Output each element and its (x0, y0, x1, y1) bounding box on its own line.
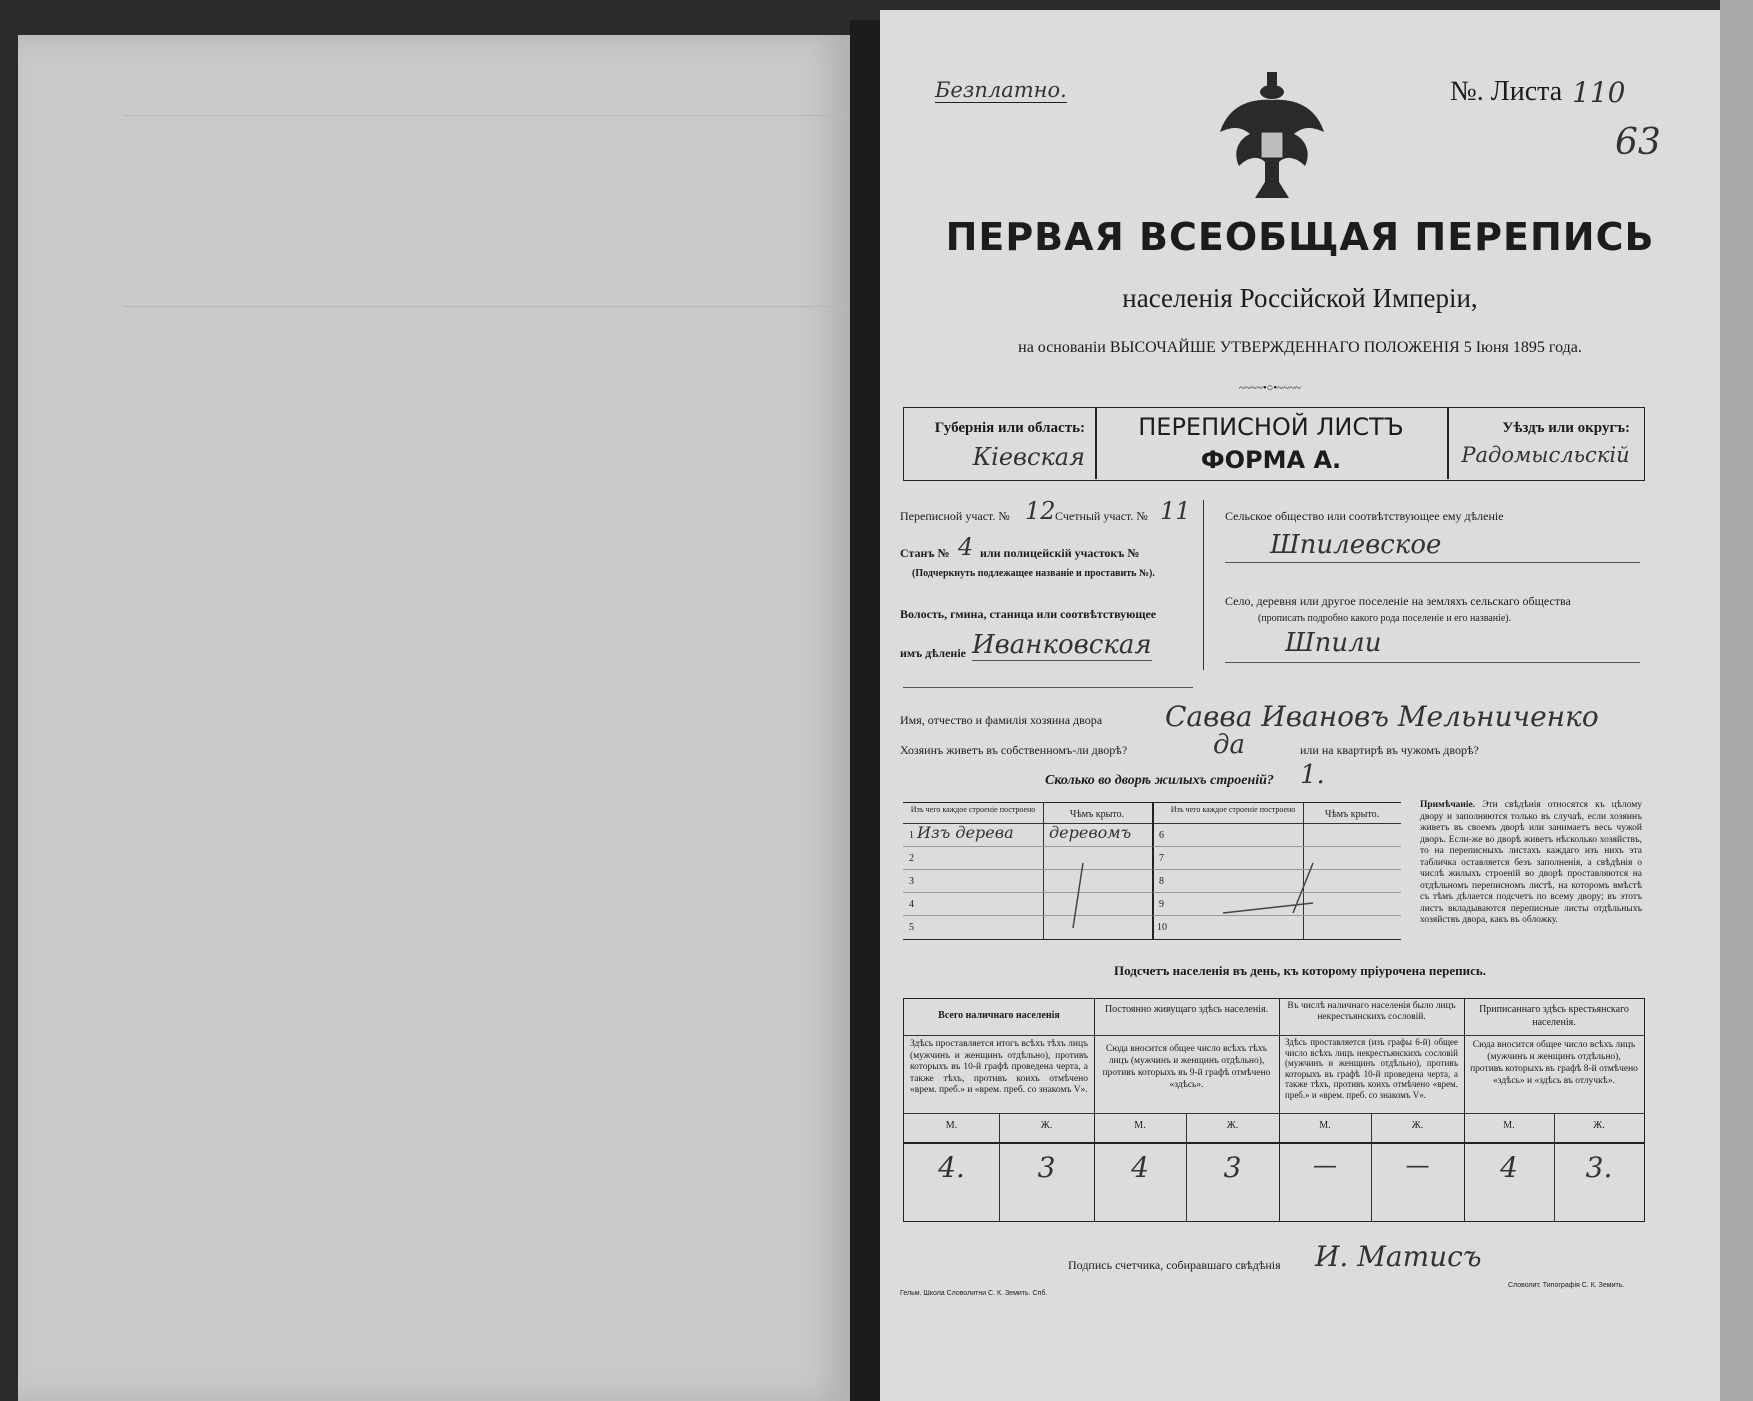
buildings-count-value: 1. (1300, 760, 1325, 790)
strike-through-marks (963, 843, 1363, 933)
volost-value: Иванковская (972, 630, 1152, 660)
footer-left: Гельм. Школа Словолитни С. К. Земить. Спб. (900, 1290, 1048, 1297)
col-material-header-2: Изъ чего каждое строеніе построено (1170, 805, 1296, 814)
society-underline (1225, 562, 1640, 563)
left-page (18, 35, 850, 1401)
title-ornament: ~~~~•○•~~~~ (1239, 382, 1301, 394)
summary-table (903, 998, 1645, 1222)
total-male: 4. (938, 1151, 965, 1184)
form-basis-line: на основаніи ВЫСОЧАЙШЕ УТВЕРЖДЕННАГО ПОЛОЖЕНІЯ 5 Іюня 1895 года. (1018, 339, 1582, 356)
census-section-value: 12 (1025, 497, 1056, 525)
building-row: 7 (1153, 846, 1401, 870)
free-label: Безплатно. (935, 78, 1067, 102)
society-value: Шпилевское (1270, 530, 1442, 560)
signature-value: И. Матисъ (1315, 1240, 1482, 1273)
stan-value: 4 (958, 533, 974, 561)
buildings-note (1420, 800, 1642, 927)
owner-name-label: Имя, отчество и фамилія хозяина двора (900, 713, 1103, 727)
col-material-header: Изъ чего каждое строеніе построено (910, 805, 1036, 814)
form-main-title: ПЕРВАЯ ВСЕОБЩАЯ ПЕРЕПИСЬ (945, 215, 1655, 259)
building-row: 5 (909, 922, 914, 933)
building-material: Изъ дерева (917, 823, 1014, 842)
village-label: Село, деревня или другое поселеніе на земляхъ сельскаго общества (1225, 594, 1571, 608)
book-gutter (850, 20, 880, 1401)
police-label: или полицейскій участокъ № (980, 546, 1140, 560)
building-row: 4 (903, 892, 1152, 916)
total-female: 3 (1037, 1151, 1056, 1184)
gubernia-value: Кіевская (972, 443, 1085, 471)
owner-lives-label-2: или на квартирѣ въ чужомъ дворѣ? (1300, 743, 1479, 757)
col-roof-header-2: Чѣмъ крыто. (1324, 809, 1380, 820)
gubernia-label: Губернія или область: (934, 420, 1085, 436)
stan-label: Станъ № (900, 546, 950, 560)
building-row: 9 (1153, 892, 1401, 916)
double-headed-eagle-emblem (1215, 70, 1330, 205)
uezd-value: Радомысльскій (1461, 443, 1630, 467)
volost-underline (903, 687, 1193, 688)
non-peasant-male: — (1313, 1151, 1337, 1179)
sheet-number-alt: 63 (1615, 122, 1661, 163)
form-type-title: ФОРМА А. (1200, 446, 1342, 474)
col-roof-header: Чѣмъ крыто. (1069, 809, 1125, 820)
building-row: 1 Изъ дерева деревомъ (903, 823, 1152, 847)
non-peasant-female: — (1405, 1151, 1430, 1179)
building-row: 2 (903, 846, 1152, 870)
summary-heading: Подсчетъ населенія въ день, къ которому пріурочена перепись. (1114, 963, 1486, 978)
building-roof: деревомъ (1049, 823, 1132, 842)
form-subtitle: населенія Россійской Имперіи, (1122, 283, 1478, 313)
owner-lives-value: да (1213, 730, 1245, 760)
volost-label: Волость, гмина, станица или соотвѣтствующее (900, 607, 1157, 621)
form-sheet-title: ПЕРЕПИСНОЙ ЛИСТЪ (1138, 413, 1404, 441)
building-row: 6 (1153, 823, 1401, 847)
counting-section-value: 11 (1160, 497, 1191, 525)
village-underline (1225, 662, 1640, 663)
village-value: Шпили (1285, 628, 1382, 658)
owner-name-value: Савва Ивановъ Мельниченко (1165, 700, 1599, 733)
building-row: 10 (1157, 922, 1167, 933)
sheet-number-value: 110 (1572, 76, 1626, 109)
building-row: 3 (903, 869, 1152, 893)
summary-col-non-peasant: Въ числѣ наличнаго населенія было лицъ некрестьянскихъ сословій. Здѣсь проставляется (изъ графы 6-й) общее число всѣхъ лицъ некрестьянскихъ сословій (мужчинъ и женщинъ отдѣльно), противъ которыхъ въ графѣ 10-й проведена черта, а также тѣхъ, противъ коихъ отмѣчено «врем. преб.» и «врем. преб. со знакомъ V». М. Ж. — — (1279, 999, 1465, 1221)
registered-male: 4 (1500, 1151, 1518, 1184)
summary-col-total: Всего наличнаго населенія Здѣсь проставляется итогъ всѣхъ тѣхъ лицъ (мужчинъ и женщинъ отдѣльно), противъ которыхъ въ 10-й графѣ проведена черта, а также тѣхъ, противъ коихъ отмѣчено «врем. преб.» и «врем. преб. со знакомъ V». М. Ж. 4. 3 (904, 999, 1095, 1221)
page-stack-edge (1720, 0, 1753, 1401)
volost-label-2: имъ дѣленіе (900, 646, 966, 660)
sheet-number-label: №. Листа (1450, 76, 1563, 107)
footer-right: Словолит. Типографія С. К. Земить. (1508, 1282, 1625, 1289)
summary-col-registered-peasant: Приписаннаго здѣсь крестьянскаго населенія. Сюда вносится общее число всѣхъ лицъ (мужчинъ и женщинъ отдѣльно), противъ которыхъ въ графѣ 8-й отмѣчено «здѣсь» и «здѣсь въ отлучкѣ». М. Ж. 4 3. (1464, 999, 1644, 1221)
uezd-label: Уѣздъ или округъ: (1502, 420, 1630, 436)
counting-section-label: Счетный участ. № (1055, 509, 1148, 523)
registered-female: 3. (1585, 1151, 1613, 1184)
census-section-label: Переписной участ. № (900, 509, 1010, 523)
bleed-through-table (123, 115, 893, 307)
society-label: Сельское общество или соотвѣтствующее ему дѣленіе (1225, 509, 1504, 523)
building-row: 8 (1153, 869, 1401, 893)
column-divider (1203, 500, 1204, 670)
permanent-female: 3 (1223, 1151, 1242, 1184)
owner-lives-label: Хозяинъ живетъ въ собственномъ-ли дворѣ? (900, 743, 1128, 757)
summary-columns (904, 999, 1644, 1221)
underline-note: (Подчеркнуть подлежащее названіе и проставить №). (912, 568, 1155, 579)
village-note: (прописать подробно какого рода поселеніе и его названіе). (1258, 613, 1512, 624)
signature-label: Подпись счетчика, собиравшаго свѣдѣнія (1068, 1258, 1281, 1272)
note-text: Эти свѣдѣнія относятся къ цѣлому двору и заполняются только въ случаѣ, если хозяинъ живетъ въ своемъ дворѣ или занимаетъ весь чужой дворъ. Если-же во дворѣ живетъ нѣсколько хозяйствъ, то на переписныхъ листахъ каждаго изъ нихъ эта табличка оставляется безъ заполненія, а свѣдѣнія о числѣ жилыхъ строеній во дворѣ проставляются на отдѣльномъ переписномъ листѣ, на которомъ вмѣстѣ съ тѣмъ дѣлается подсчетъ по всему двору; въ этотъ листъ вкладываются переписные листы отдѣльныхъ хозяйствъ двора, какъ въ обложку. (1420, 800, 1642, 925)
buildings-table (903, 802, 1401, 940)
permanent-male: 4 (1131, 1151, 1149, 1184)
buildings-count-label: Сколько во дворѣ жилыхъ строеній? (1045, 773, 1274, 788)
summary-col-permanent: Постоянно живущаго здѣсь населенія. Сюда вносится общее число всѣхъ тѣхъ лицъ (мужчинъ и женщинъ отдѣльно), противъ которыхъ въ 9-й графѣ отмѣчено «здѣсь». М. Ж. 4 3 (1094, 999, 1280, 1221)
note-heading: Примѣчаніе. (1420, 800, 1476, 810)
